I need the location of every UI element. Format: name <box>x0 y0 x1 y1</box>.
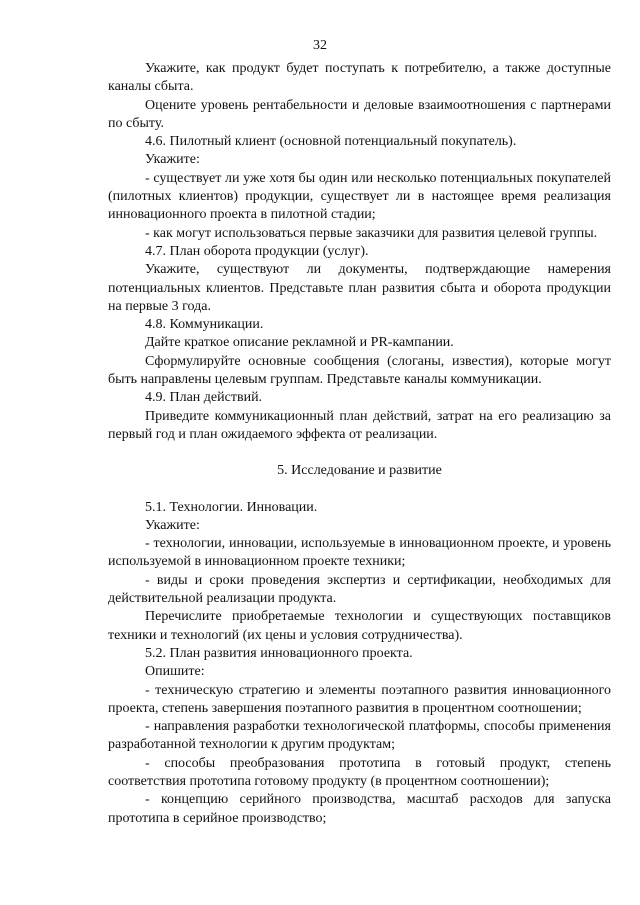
page-number: 32 <box>313 38 327 53</box>
list-item: - технологии, инновации, используемые в инновационном проекте, и уровень используемой в инновационном проекте техники; <box>108 536 611 570</box>
paragraph: Перечислите приобретаемые технологии и существующих поставщиков техники и технологий (их цены и условия сотрудничества). <box>108 609 611 643</box>
list-item: - направления разработки технологической платформы, способы применения разработанной технологии к другим продуктам; <box>108 719 611 753</box>
list-item: - виды и сроки проведения экспертиз и сертификации, необходимых для действительной реализации продукта. <box>108 572 611 607</box>
subsection-heading: 4.6. Пилотный клиент (основной потенциальный покупатель). <box>145 134 517 150</box>
subsection-heading: 4.8. Коммуникации. <box>145 317 264 333</box>
paragraph: Сформулируйте основные сообщения (слоганы, известия), которые могут быть направлены целевым группам. Представьте каналы коммуникации. <box>108 353 611 388</box>
paragraph: Укажите: <box>145 152 200 168</box>
section-heading: 5. Исследование и развитие <box>277 463 442 479</box>
list-item: - способы преобразования прототипа в готовый продукт, степень соответствия прототипа готовому продукту (в процентном соотношении); <box>108 755 611 789</box>
subsection-heading: 5.2. План развития инновационного проекта. <box>145 645 413 661</box>
paragraph: Укажите: <box>145 517 200 533</box>
paragraph: Опишите: <box>145 664 205 680</box>
subsection-heading: 5.1. Технологии. Инновации. <box>145 499 318 515</box>
subsection-heading: 4.7. План оборота продукции (услуг). <box>145 243 369 259</box>
subsection-heading: 4.9. План действий. <box>145 390 263 406</box>
list-item: - техническую стратегию и элементы поэтапного развития инновационного проекта, степень завершения поэтапного развития в процентном соотношении; <box>108 682 611 716</box>
spacer <box>108 481 611 499</box>
page-content <box>108 60 611 828</box>
spacer <box>108 444 611 462</box>
paragraph: Укажите, как продукт будет поступать к потребителю, а также доступные каналы сбыта. <box>108 61 611 95</box>
paragraph: Укажите, существуют ли документы, подтверждающие намерения потенциальных клиентов. Представьте план развития сбыта и оборота продукции на первые 3 года. <box>108 262 611 314</box>
paragraph: Дайте краткое описание рекламной и PR-кампании. <box>145 335 454 351</box>
list-item: - как могут использоваться первые заказчики для развития целевой группы. <box>145 225 598 241</box>
list-item: - концепцию серийного производства, масштаб расходов для запуска прототипа в серийное производство; <box>108 792 611 826</box>
list-item: - существует ли уже хотя бы один или несколько потенциальных покупателей (пилотных клиентов) продукции, существует ли в настоящее время реализация инновационного проекта в пилотной стадии; <box>108 170 611 223</box>
paragraph: Приведите коммуникационный план действий, затрат на его реализацию за первый год и план ожидаемого эффекта от реализации. <box>108 408 611 442</box>
paragraph: Оцените уровень рентабельности и деловые взаимоотношения с партнерами по сбыту. <box>108 97 611 131</box>
